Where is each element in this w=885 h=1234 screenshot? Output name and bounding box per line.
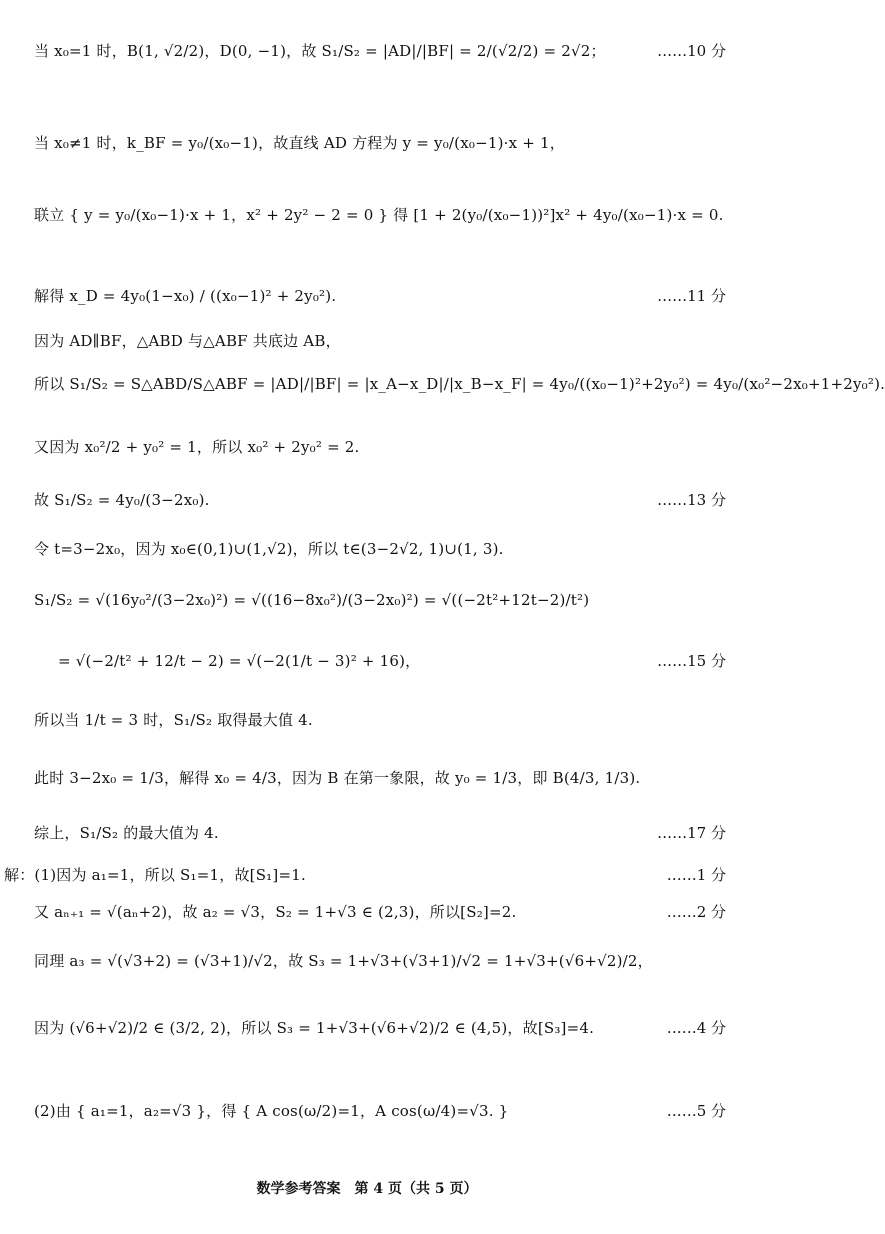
solution-line	[0, 650, 734, 671]
score-mark: ……10 分	[657, 42, 726, 60]
score-mark: ……4 分	[666, 1019, 726, 1037]
line-text: 又因为 x₀²/2 + y₀² = 1，所以 x₀² + 2y₀² = 2.	[34, 438, 360, 456]
line-text: 因为 AD∥BF，△ABD 与△ABF 共底边 AB，	[34, 332, 341, 350]
solution-line	[0, 331, 734, 351]
line-text: 联立 { y = y₀/(x₀−1)·x + 1，x² + 2y² − 2 = 0 } 得 [1 + 2(y₀/(x₀−1))²]x² + 4y₀/(x₀−1)·x = 0.	[34, 206, 724, 224]
solution-line	[0, 822, 734, 843]
line-text: 又 aₙ₊₁ = √(aₙ+2)，故 a₂ = √3，S₂ = 1+√3 ∈ (2,3)，所以[S₂]=2.	[34, 902, 517, 921]
line-text: 此时 3−2x₀ = 1/3，解得 x₀ = 4/3，因为 B 在第一象限，故 y₀ = 1/3，即 B(4/3, 1/3).	[34, 769, 641, 787]
score-mark: ……11 分	[657, 287, 726, 305]
solution-line	[0, 864, 734, 885]
score-mark: ……5 分	[666, 1102, 726, 1120]
solution-line	[0, 710, 734, 730]
solution-line	[0, 539, 734, 559]
line-text: 所以 S₁/S₂ = S△ABD/S△ABF = |AD|/|BF| = |x_A−x_D|/|x_B−x_F| = 4y₀/((x₀−1)²+2y₀²) = 4y₀/(x₀²−2x₀+1+2y₀²).	[34, 375, 885, 393]
solution-line	[0, 285, 734, 306]
line-text: 因为 (√6+√2)/2 ∈ (3/2, 2)，所以 S₃ = 1+√3+(√6+√2)/2 ∈ (4,5)，故[S₃]=4.	[34, 1018, 595, 1037]
line-text: 当 x₀≠1 时，k_BF = y₀/(x₀−1)，故直线 AD 方程为 y = y₀/(x₀−1)·x + 1，	[34, 134, 565, 152]
solution-line	[0, 374, 885, 394]
line-text: 故 S₁/S₂ = 4y₀/(3−2x₀).	[34, 490, 210, 509]
solution-line	[0, 205, 734, 225]
line-text: 同理 a₃ = √(√3+2) = (√3+1)/√2，故 S₃ = 1+√3+(√3+1)/√2 = 1+√3+(√6+√2)/2，	[34, 952, 653, 970]
line-text: 令 t=3−2x₀，因为 x₀∈(0,1)∪(1,√2)，所以 t∈(3−2√2, 1)∪(1, 3).	[34, 540, 504, 558]
score-mark: ……15 分	[657, 652, 726, 670]
solution-line	[0, 951, 734, 971]
solution-line	[0, 40, 734, 61]
line-text: S₁/S₂ = √(16y₀²/(3−2x₀)²) = √((16−8x₀²)/(3−2x₀)²) = √((−2t²+12t−2)/t²)	[34, 591, 590, 609]
line-text: 综上，S₁/S₂ 的最大值为 4.	[34, 823, 219, 842]
page-footer: 数学参考答案 第 4 页（共 5 页）	[256, 1181, 478, 1197]
solution-line	[0, 901, 734, 922]
line-text: 解：(1)因为 a₁=1，所以 S₁=1，故[S₁]=1.	[4, 865, 306, 884]
line-text: = √(−2/t² + 12/t − 2) = √(−2(1/t − 3)² + 16)，	[58, 651, 421, 670]
solution-line	[0, 133, 734, 153]
solution-line	[0, 590, 734, 610]
solution-line	[0, 437, 734, 457]
line-text: (2)由 { a₁=1，a₂=√3 }，得 { A cos(ω/2)=1，A cos(ω/4)=√3. }	[34, 1101, 509, 1120]
score-mark: ……1 分	[666, 866, 726, 884]
score-mark: ……17 分	[657, 824, 726, 842]
score-mark: ……13 分	[657, 491, 726, 509]
solution-line	[0, 489, 734, 510]
score-mark: ……2 分	[666, 903, 726, 921]
solution-line	[0, 768, 734, 788]
line-text: 所以当 1/t = 3 时，S₁/S₂ 取得最大值 4.	[34, 711, 313, 729]
solution-line	[0, 1100, 734, 1121]
line-text: 解得 x_D = 4y₀(1−x₀) / ((x₀−1)² + 2y₀²).	[34, 286, 337, 305]
line-text: 当 x₀=1 时，B(1, √2/2)，D(0, −1)，故 S₁/S₂ = |AD|/|BF| = 2/(√2/2) = 2√2；	[34, 41, 606, 60]
solution-line	[0, 1017, 734, 1038]
